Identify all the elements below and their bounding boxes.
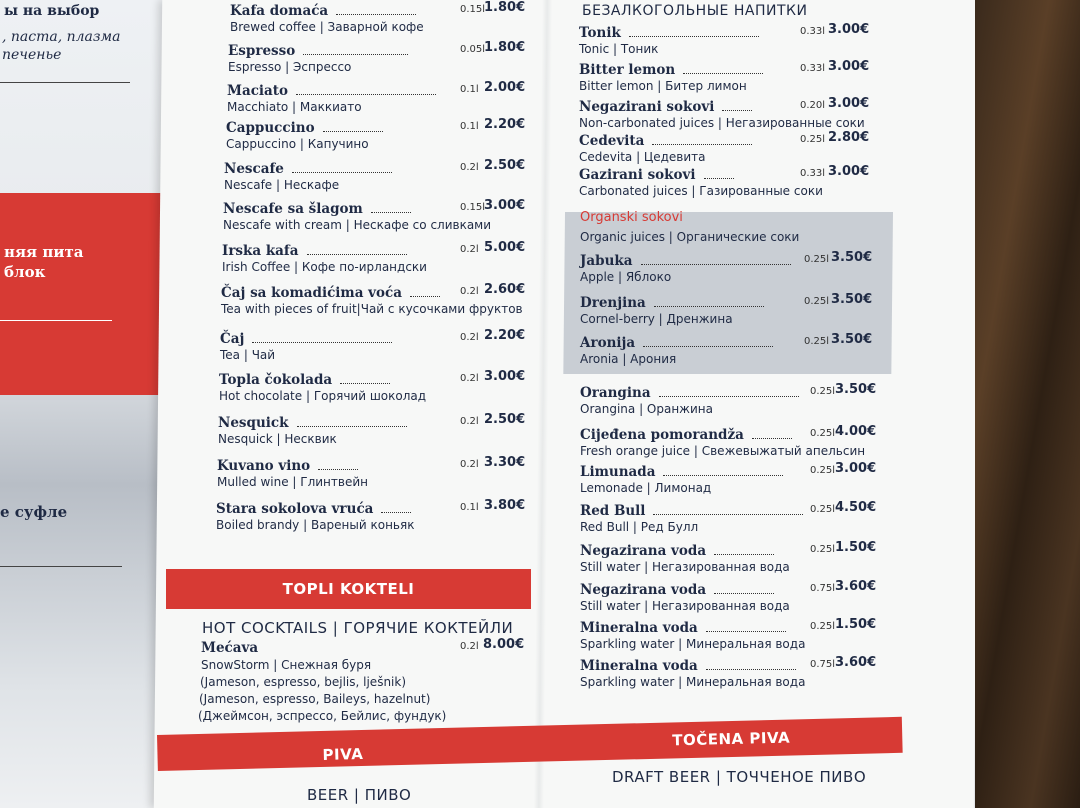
menu-item-dots [652, 144, 752, 145]
menu-item-name: Limunada [580, 464, 656, 480]
menu-item-size: 0.1l [460, 502, 479, 513]
menu-item-name: Drenjina [580, 295, 646, 311]
menu-item-size: 0.2l [460, 459, 479, 470]
menu-item [579, 164, 826, 198]
menu-item [218, 412, 407, 446]
menu-item-dots [654, 306, 764, 307]
menu-item-description: Aronia | Арония [580, 352, 677, 366]
menu-item-name: Cappuccino [226, 120, 315, 136]
menu-item [224, 158, 392, 192]
menu-item-description: Tea with pieces of fruit|Чай с кусочками фруктов [221, 302, 523, 316]
left-text-1: ы на выбор [4, 3, 100, 19]
menu-item-price: 3.50€ [831, 332, 873, 347]
beer-bar-label: PIVA [322, 744, 364, 764]
menu-item-name: Orangina [580, 385, 651, 401]
menu-item-dots [683, 73, 763, 74]
menu-item-price: 1.50€ [835, 617, 877, 632]
menu-item-description: Hot chocolate | Горячий шоколад [219, 389, 427, 403]
menu-item [579, 59, 763, 93]
page-gutter [534, 0, 552, 808]
organic-title: Organski sokovi [580, 210, 683, 225]
menu-item-price: 3.00€ [828, 59, 870, 74]
menu-item-price: 1.80€ [484, 40, 526, 55]
menu-item-description: Macchiato | Маккиато [227, 100, 362, 114]
menu-item-size: 0.75l [810, 659, 836, 670]
menu-item-price: 3.00€ [828, 96, 870, 111]
menu-item [230, 0, 424, 34]
hot-cocktails-bar-label: TOPLI KOKTELI [282, 580, 415, 598]
menu-item-dots [752, 438, 792, 439]
menu-item-dots [706, 631, 786, 632]
menu-item-description: Nesquick | Несквик [218, 432, 337, 446]
menu-item-dots [629, 36, 759, 37]
menu-item-dots [303, 54, 408, 55]
menu-item-size: 0.25l [810, 428, 836, 439]
menu-item-name: Kuvano vino [217, 458, 311, 474]
menu-item-size: 0.2l [460, 162, 479, 173]
menu-item [579, 130, 752, 164]
menu-item-name: Čaj [220, 331, 245, 347]
menu-item [580, 292, 764, 326]
menu-item-dots [381, 512, 411, 513]
left-menu-page [0, 0, 178, 808]
menu-item-dots [659, 396, 799, 397]
menu-item-name: Red Bull [580, 503, 646, 519]
menu-item-description: Brewed coffee | Заварной кофе [230, 20, 424, 34]
menu-item-dots [653, 514, 803, 515]
soft-drinks-header: БЕЗАЛКОГОЛЬНЫЕ НАПИТКИ [582, 3, 808, 19]
draft-beer-heading: DRAFT BEER | ТОЧЧЕНОЕ ПИВО [612, 768, 867, 786]
menu-item-description: Cappuccino | Капучино [226, 137, 369, 151]
menu-item-price: 2.20€ [484, 117, 526, 132]
menu-item-size: 0.2l [460, 244, 479, 255]
menu-item-size: 0.2l [460, 286, 479, 297]
cocktail-desc-2: (Jameson, espresso, bejlis, lješnik) [200, 675, 407, 689]
menu-item-name: Tonik [579, 25, 621, 41]
menu-item [579, 22, 759, 56]
menu-item-description: Sparkling water | Минеральная вода [580, 675, 806, 689]
menu-item-size: 0.25l [810, 504, 836, 515]
menu-item-price: 4.00€ [835, 424, 877, 439]
menu-item-size: 0.75l [810, 583, 836, 594]
left-divider-2 [0, 566, 122, 567]
menu-item-dots [371, 212, 411, 213]
menu-item-dots [292, 172, 392, 173]
menu-item-name: Nescafe [224, 161, 284, 177]
menu-item-size: 0.25l [810, 465, 836, 476]
menu-item-description: Tea | Чай [220, 348, 276, 362]
menu-item-price: 2.50€ [484, 158, 526, 173]
menu-item-name: Negazirani sokovi [579, 99, 715, 115]
menu-item [223, 198, 491, 232]
menu-item-price: 1.50€ [835, 540, 877, 555]
left-red-divider [0, 320, 112, 321]
menu-item-description: Red Bull | Ред Булл [580, 520, 699, 534]
menu-item-dots [641, 264, 791, 265]
menu-item-name: Negazirana voda [580, 582, 707, 598]
organic-subtitle: Organic juices | Органические соки [580, 230, 800, 244]
menu-item-size: 0.25l [800, 134, 826, 145]
menu-item-dots [663, 475, 783, 476]
menu-item-price: 3.50€ [831, 250, 873, 265]
menu-item-description: Bitter lemon | Битер лимон [579, 79, 747, 93]
menu-item-dots [643, 346, 773, 347]
menu-item-name: Čaj sa komadićima voća [221, 285, 402, 301]
menu-item-description: Orangina | Оранжина [580, 402, 713, 416]
menu-item-description: Sparkling water | Минеральная вода [580, 637, 806, 651]
menu-item-name: Jabuka [580, 253, 633, 269]
cocktail-size: 0.2l [460, 641, 479, 652]
menu-item-description: Still water | Негазированная вода [580, 560, 790, 574]
menu-item-size: 0.25l [804, 336, 830, 347]
menu-item-description: Nescafe with cream | Нескафе со сливками [223, 218, 492, 232]
menu-item-name: Stara sokolova vruća [216, 501, 374, 517]
menu-item-name: Cedevita [579, 133, 645, 149]
menu-item-size: 0.15l [460, 4, 486, 15]
menu-item [226, 117, 383, 151]
menu-item-size: 0.25l [804, 254, 830, 265]
menu-item-size: 0.33l [800, 168, 826, 179]
menu-item-size: 0.2l [460, 373, 479, 384]
menu-item-dots [318, 469, 358, 470]
menu-item-size: 0.20l [800, 100, 826, 111]
menu-item-name: Gazirani sokovi [579, 167, 696, 183]
menu-item-price: 2.80€ [828, 130, 870, 145]
beer-heading: BEER | ПИВО [307, 786, 412, 804]
menu-item [227, 80, 436, 114]
menu-item-name: Aronija [580, 335, 636, 351]
menu-item [580, 579, 790, 613]
menu-item-price: 3.50€ [835, 382, 877, 397]
menu-item-description: Apple | Яблоко [580, 270, 672, 284]
menu-item [580, 332, 773, 366]
cocktail-price: 8.00€ [483, 637, 525, 652]
menu-item-size: 0.25l [804, 296, 830, 307]
menu-item-dots [336, 14, 416, 15]
menu-item-description: Boiled brandy | Вареный коньяк [216, 518, 415, 532]
menu-item [580, 617, 805, 651]
menu-item-name: Nesquick [218, 415, 289, 431]
menu-item-price: 3.00€ [828, 22, 870, 37]
menu-item-name: Mineralna voda [580, 658, 698, 674]
menu-item-dots [307, 254, 407, 255]
cocktail-desc-1: SnowStorm | Снежная буря [201, 658, 372, 672]
menu-item [222, 240, 427, 274]
menu-item [580, 500, 803, 534]
wooden-table [975, 0, 1080, 808]
menu-item-dots [714, 593, 774, 594]
left-text-5: блок [4, 263, 46, 281]
menu-item-description: Cornel-berry | Дренжина [580, 312, 733, 326]
menu-item-description: Irish Coffee | Кофе по-ирландски [222, 260, 427, 274]
menu-item-price: 3.60€ [835, 579, 877, 594]
cocktail-desc-4: (Джеймсон, эспрессо, Бейлис, фундук) [198, 709, 447, 723]
menu-item-size: 0.05l [460, 44, 486, 55]
menu-item [217, 455, 368, 489]
menu-item-price: 3.00€ [484, 369, 526, 384]
cocktail-desc-3: (Jameson, espresso, Baileys, hazelnut) [199, 692, 431, 706]
menu-item-description: Mulled wine | Глинтвейн [217, 475, 368, 489]
menu-item-price: 3.00€ [835, 461, 877, 476]
cocktail-item [201, 637, 258, 656]
menu-item-price: 2.60€ [484, 282, 526, 297]
menu-item-dots [722, 110, 752, 111]
menu-item-description: Espresso | Эспрессо [228, 60, 352, 74]
menu-item-size: 0.2l [460, 332, 479, 343]
menu-item-price: 3.80€ [484, 498, 526, 513]
menu-item-dots [714, 554, 774, 555]
hot-cocktails-heading: HOT COCKTAILS | ГОРЯЧИЕ КОКТЕЙЛИ [202, 619, 514, 637]
menu-item-price: 1.80€ [484, 0, 526, 15]
left-divider [0, 82, 130, 83]
draft-beer-bar-label: TOČENA PIVA [672, 728, 791, 750]
menu-item [220, 328, 392, 362]
menu-item-name: Espresso [228, 43, 296, 59]
menu-item-name: Topla čokolada [219, 372, 333, 388]
menu-item-size: 0.25l [810, 621, 836, 632]
menu-item-size: 0.1l [460, 84, 479, 95]
menu-item [580, 382, 799, 416]
menu-item-price: 5.00€ [484, 240, 526, 255]
menu-item-price: 3.00€ [484, 198, 526, 213]
menu-item-price: 3.60€ [835, 655, 877, 670]
menu-item-dots [704, 178, 734, 179]
menu-item-price: 3.50€ [831, 292, 873, 307]
menu-item-description: Lemonade | Лимонад [580, 481, 712, 495]
menu-item-name: Nescafe sa šlagom [223, 201, 363, 217]
menu-item-size: 0.1l [460, 121, 479, 132]
menu-item-name: Kafa domaća [230, 3, 329, 19]
menu-item-size: 0.25l [810, 386, 836, 397]
menu-item-size: 0.2l [460, 416, 479, 427]
menu-item-dots [340, 383, 390, 384]
menu-item-description: Non-carbonated juices | Негазированные соки [579, 116, 865, 130]
menu-item-dots [323, 131, 383, 132]
menu-item-dots [410, 296, 440, 297]
menu-item-price: 2.20€ [484, 328, 526, 343]
menu-item-price: 3.00€ [828, 164, 870, 179]
menu-item-dots [296, 94, 436, 95]
menu-item-name: Cijeđena pomorandža [580, 427, 744, 443]
menu-item [580, 540, 790, 574]
menu-item-description: Fresh orange juice | Свежевыжатый апельсин [580, 444, 866, 458]
menu-item-name: Bitter lemon [579, 62, 676, 78]
hot-cocktails-bar [166, 569, 531, 609]
menu-item-description: Nescafe | Нескафе [224, 178, 340, 192]
menu-item-description: Carbonated juices | Газированные соки [579, 184, 823, 198]
menu-item [216, 498, 414, 532]
menu-item-name: Irska kafa [222, 243, 299, 259]
left-text-2: , паста, плазма [2, 29, 121, 45]
menu-item-price: 3.30€ [484, 455, 526, 470]
menu-item-description: Cedevita | Цедевита [579, 150, 706, 164]
menu-item-name: Negazirana voda [580, 543, 707, 559]
menu-item-dots [706, 669, 796, 670]
left-text-3: печенье [2, 47, 62, 63]
menu-item-size: 0.25l [810, 544, 836, 555]
menu-item-price: 2.50€ [484, 412, 526, 427]
menu-item-description: Still water | Негазированная вода [580, 599, 790, 613]
menu-item-description: Tonic | Тоник [579, 42, 659, 56]
menu-item-price: 2.00€ [484, 80, 526, 95]
menu-item-price: 4.50€ [835, 500, 877, 515]
cocktail-name: Mećava [201, 640, 259, 656]
menu-item [580, 655, 805, 689]
left-text-6: е суфле [0, 503, 68, 521]
menu-item-size: 0.33l [800, 63, 826, 74]
left-red-banner [0, 193, 162, 395]
menu-item [580, 250, 791, 284]
menu-item-dots [297, 426, 407, 427]
menu-item-name: Maciato [227, 83, 289, 99]
menu-item-size: 0.33l [800, 26, 826, 37]
menu-item [228, 40, 408, 74]
menu-item-dots [252, 342, 392, 343]
menu-item-name: Mineralna voda [580, 620, 698, 636]
menu-item-size: 0.15l [460, 202, 486, 213]
left-text-4: няя пита [4, 243, 84, 261]
menu-item [219, 369, 426, 403]
menu-item [580, 461, 783, 495]
